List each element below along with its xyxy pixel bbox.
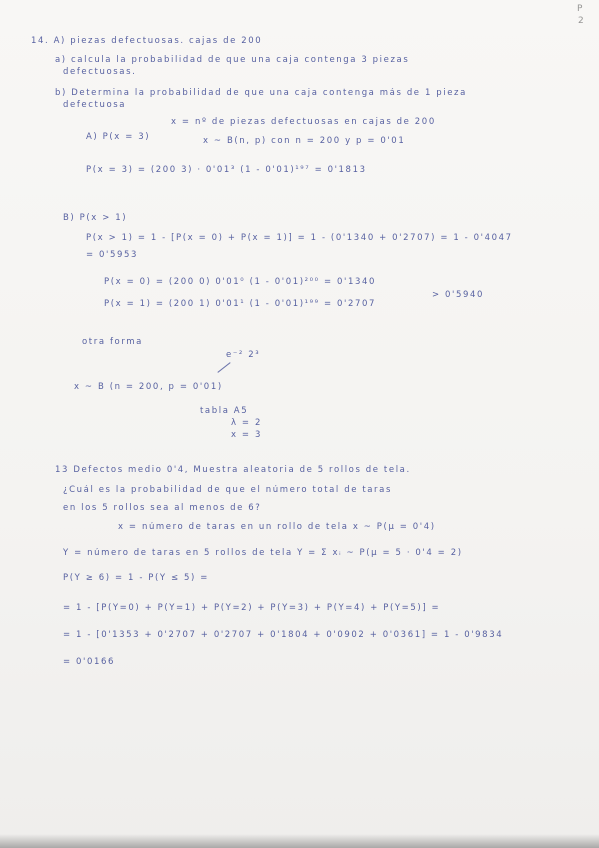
variable-definition: x = nº de piezas defectuosas en cajas de 200 (171, 117, 436, 127)
poisson-term: e⁻² 2³ (226, 350, 261, 360)
part-a-label: A) P(x = 3) (86, 132, 151, 142)
problem-13-question: ¿Cuál es la probabilidad de que el número total de taras (63, 485, 392, 495)
other-method-label: otra forma (82, 337, 143, 347)
p-x-one: P(x = 1) = (200 1) 0'01¹ (1 - 0'01)¹⁹⁹ = 0'2707 (104, 299, 376, 309)
problem-13-question-cont: en los 5 rollos sea al menos de 6? (63, 503, 262, 513)
p-x-zero: P(x = 0) = (200 0) 0'01⁰ (1 - 0'01)²⁰⁰ = 0'1340 (104, 277, 376, 287)
problem-14-heading: 14. A) piezas defectuosas. cajas de 200 (31, 36, 263, 46)
page-mark: P (577, 4, 583, 14)
sum-of-terms: = 1 - [P(Y=0) + P(Y=1) + P(Y=2) + P(Y=3) + P(Y=4) + P(Y=5)] = (63, 603, 441, 613)
part-b-statement: b) Determina la probabilidad de que una caja contenga más de 1 pieza (55, 88, 467, 98)
poisson-variable-y: Y = número de taras en 5 rollos de tela Y = Σ xᵢ ~ P(μ = 5 · 0'4 = 2) (63, 548, 463, 558)
poisson-variable-x: x = número de taras en un rollo de tela x ~ P(μ = 0'4) (118, 522, 436, 532)
final-result: = 0'0166 (63, 657, 116, 667)
binomial-restated: x ~ B (n = 200, p = 0'01) (74, 382, 223, 392)
part-b-statement-cont: defectuosa (63, 100, 127, 110)
part-b-complement: P(x > 1) = 1 - [P(x = 0) + P(x = 1)] = 1 - (0'1340 + 0'2707) = 1 - 0'4047 (86, 233, 513, 243)
lambda-value: λ = 2 (231, 418, 262, 428)
part-b-label: B) P(x > 1) (63, 213, 128, 223)
problem-13-heading: 13 Defectos medio 0'4, Muestra aleatoria de 5 rollos de tela. (55, 465, 411, 475)
page-bottom-edge (0, 834, 599, 848)
numeric-sum: = 1 - [0'1353 + 0'2707 + 0'2707 + 0'1804 + 0'0902 + 0'0361] = 1 - 0'9834 (63, 630, 504, 640)
part-b-result: = 0'5953 (86, 250, 139, 260)
part-a-result: P(x = 3) = (200 3) · 0'01³ (1 - 0'01)¹⁹⁷ = 0'1813 (86, 165, 367, 175)
arrow-stroke (217, 362, 230, 373)
part-a-statement: a) calcula la probabilidad de que una caja contenga 3 piezas (55, 55, 410, 65)
part-a-statement-cont: defectuosas. (63, 67, 137, 77)
table-reference: tabla A5 (200, 406, 249, 416)
brace-sum: > 0'5940 (432, 290, 485, 300)
x-value: x = 3 (231, 430, 262, 440)
page-number: 2 (578, 16, 584, 26)
binomial-distribution: x ~ B(n, p) con n = 200 y p = 0'01 (203, 136, 406, 146)
complement-setup: P(Y ≥ 6) = 1 - P(Y ≤ 5) = (63, 573, 209, 583)
